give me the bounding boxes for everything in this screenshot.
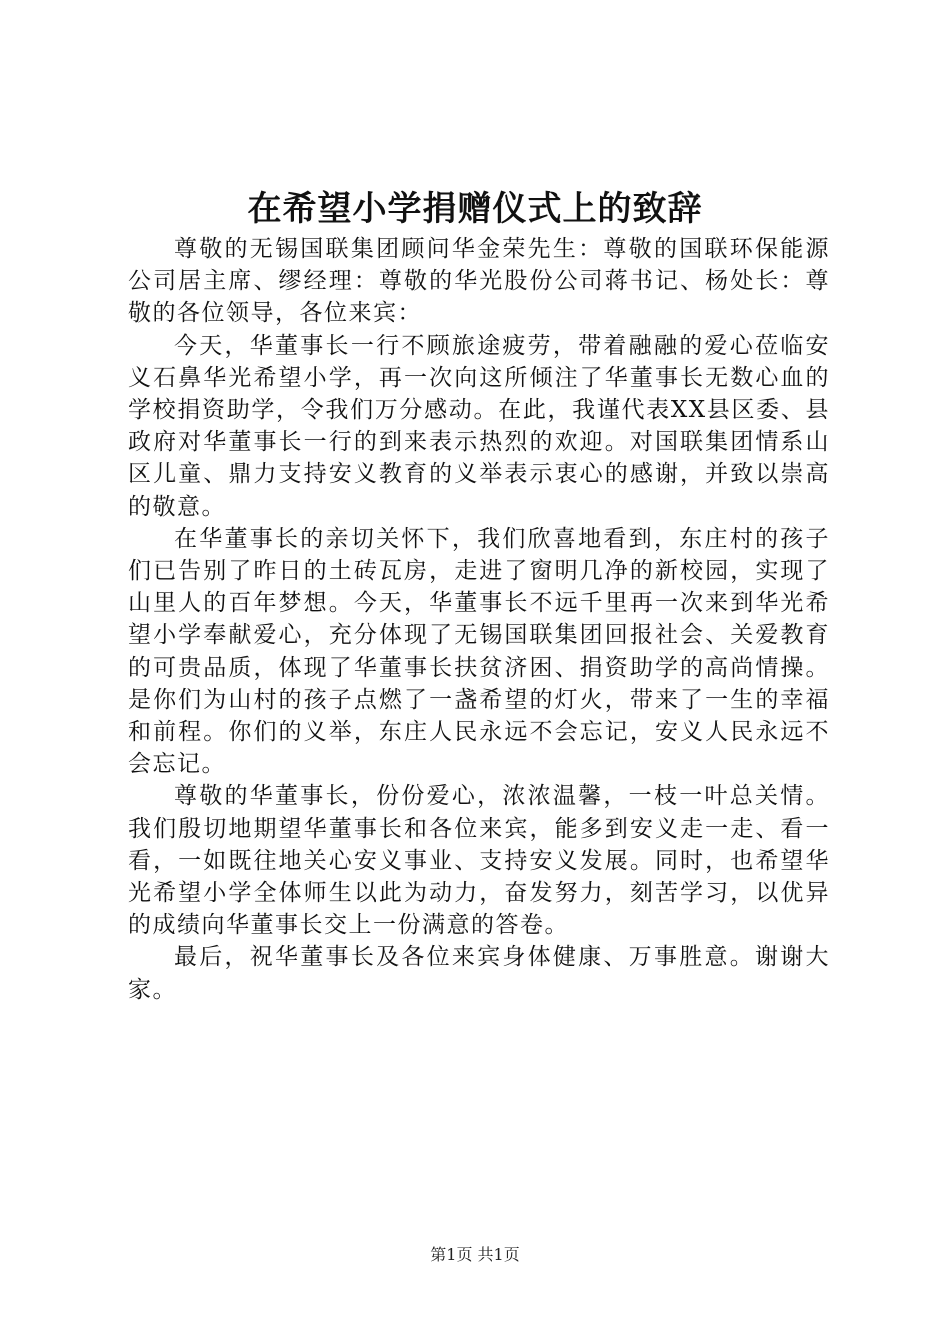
paragraph-welcome: 今天，华董事长一行不顾旅途疲劳，带着融融的爱心莅临安义石鼻华光希望小学，再一次向这所倾注了华董事长无数心血的学校捐资助学，令我们万分感动。在此，我谨代表XX县区委、县政府对华董事长一行的到来表示热烈的欢迎。对国联集团情系山区儿童、鼎力支持安义教育的义举表示衷心的感谢，并致以崇高的敬意。	[128, 332, 830, 520]
document-title: 在希望小学捐赠仪式上的致辞	[247, 189, 703, 229]
page-number-footer: 第1页 共1页	[430, 1245, 520, 1264]
paragraph-gratitude: 在华董事长的亲切关怀下，我们欣喜地看到，东庄村的孩子们已告别了昨日的土砖瓦房，走进了窗明几净的新校园，实现了山里人的百年梦想。今天，华董事长不远千里再一次来到华光希望小学奉献爱心，充分体现了无锡国联集团回报社会、关爱教育的可贵品质，体现了华董事长扶贫济困、捐资助学的高尚情操。是你们为山村的孩子点燃了一盏希望的灯火，带来了一生的幸福和前程。你们的义举，东庄人民永远不会忘记，安义人民永远不会忘记。	[128, 525, 830, 778]
paragraph-closing: 最后，祝华董事长及各位来宾身体健康、万事胜意。谢谢大家。	[128, 944, 830, 1003]
paragraph-hope: 尊敬的华董事长，份份爱心，浓浓温馨，一枝一叶总关情。我们殷切地期望华董事长和各位来宾，能多到安义走一走、看一看，一如既往地关心安义事业、支持安义发展。同时，也希望华光希望小学全体师生以此为动力，奋发努力，刻苦学习，以优异的成绩向华董事长交上一份满意的答卷。	[128, 783, 830, 939]
paragraph-salutation: 尊敬的无锡国联集团顾问华金荣先生：尊敬的国联环保能源公司居主席、缪经理：尊敬的华光股份公司蒋书记、杨处长：尊敬的各位领导，各位来宾：	[128, 236, 830, 327]
document-body	[128, 233, 830, 1006]
